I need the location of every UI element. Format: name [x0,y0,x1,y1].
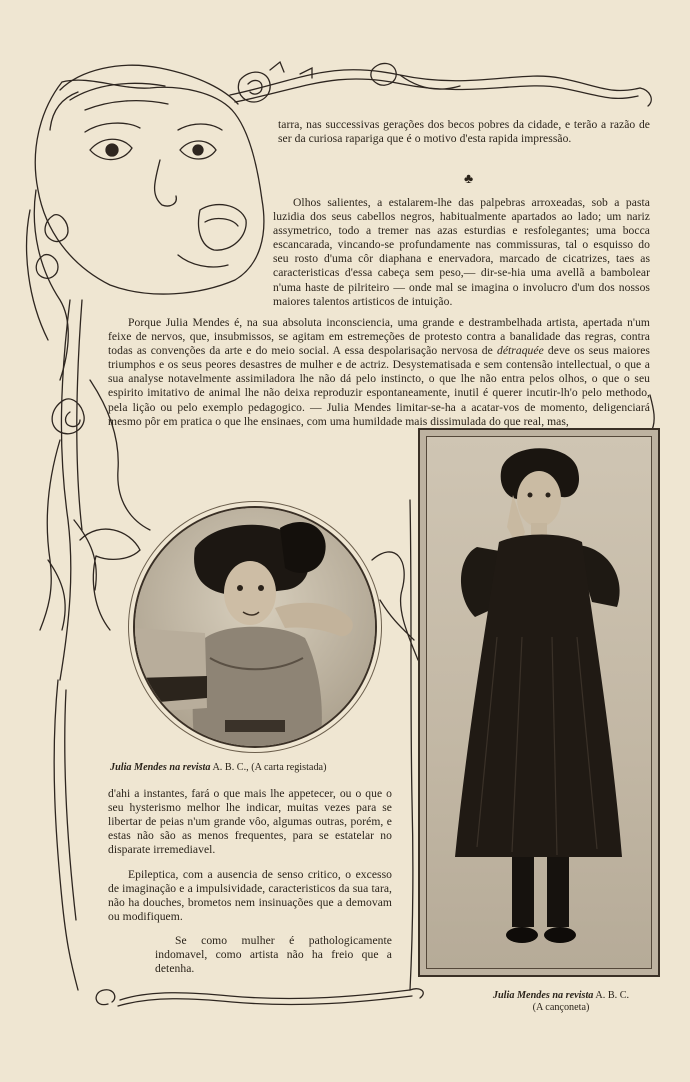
caption-left-photo [110,762,400,774]
paragraph-description: Olhos salientes, a estalarem-lhe das palpebras arroxeadas, sob a pasta luzidia dos seus cabellos negros, habitualmente apartados ao lado; um nariz assymetrico, todo a tremer nas azas esturdias e resfolegantes; uma bocca escancarada, vincando-se profundamente nas commissuras, tal o esquisso do seu rosto d'uma côr diaphana e enervadora, marcado de cicatrizes, taes as caracteristicas d'essa cabeça sem peso,— dir-se-hia uma avellã a bambolear n'uma haste de pilriteiro — onde mal se imagina o involucro d'um dos nossos maiores talentos artisticos de intuição. [273,196,650,308]
caption-right-photo [466,990,656,1014]
paragraph-intro-continuation: tarra, nas successivas gerações dos becos pobres da cidade, e terão a razão de ser da curiosa rapariga que é o motivo d'esta rapida impressão. [278,118,650,146]
caption-right-line1 [466,990,656,1002]
paragraph-artist-analysis-part1: Porque Julia Mendes é, na sua absoluta inconsciencia, uma grande e destrambelhada artista, apertada n'um feixe de nervos, que, insubmissos, se agitam em estremeções de protesto contra a banalidade das regras, contra todas as convenções da arte e do meio social. A essa despolarisação nervosa de [108,316,650,358]
club-ornament: ♣ [464,172,474,187]
paragraph-artist-analysis-emphasis: détraquée [496,344,544,358]
caption-left-title: A. B. C., (A carta registada) [212,762,327,773]
caption-left-name: Julia Mendes na revista [110,762,211,773]
photo-julia-mendes-full-length [418,428,660,977]
caption-right-title: A. B. C. [595,990,630,1001]
photo-julia-mendes-round-figure [135,508,375,746]
paragraph-continuation: d'ahi a instantes, fará o que mais lhe appetecer, ou o que o seu hysterismo melhor lhe indicar, muitas vezes para se libertar de peias n'um grande vôo, algumas outras, porém, e estas não são as menos frequentes, para se estatelar no disparate irremediavel. [108,787,392,857]
caption-right-name: Julia Mendes na revista [492,990,594,1001]
paragraph-closing: Se como mulher é pathologicamente indomavel, como artista não ha freio que a detenha. [155,934,392,976]
photo-julia-mendes-full-length-frame [426,436,652,969]
caption-right-subtitle: (A cançoneta) [532,1002,590,1013]
photo-julia-mendes-round [133,506,377,748]
paragraph-epileptica: Epileptica, com a ausencia de senso critico, o excesso de imaginação e a impulsividade, caracteristicos da sua tara, não ha douches, brometos nem insinuações que a demovam ou modifiquem. [108,868,392,924]
paragraph-artist-analysis-part2: deve os seus maiores triumphos e os seus peores desastres de mulher e de actriz. Desystematisada e sem contensão intellectual, o que a sua analyse notavelmente assimiladora lhe não dá pelo instincto, o que lhe não entra pelos olhos, o que o seu espirito imitativo de animal lhe não deixa reproduzir espontaneamente, inutil é querer incutir-lh'o pelo methodo, pela lição ou pelo exemplo pedagogico. — Julia Mendes limitar-se-ha a acatar-vos de momento, deligenciará mesmo pôr em pratica o que lhe ensinaes, com uma humildade mais dissimulada do que real, mas, [108,344,650,428]
photo-julia-mendes-full-length-figure [427,437,651,968]
